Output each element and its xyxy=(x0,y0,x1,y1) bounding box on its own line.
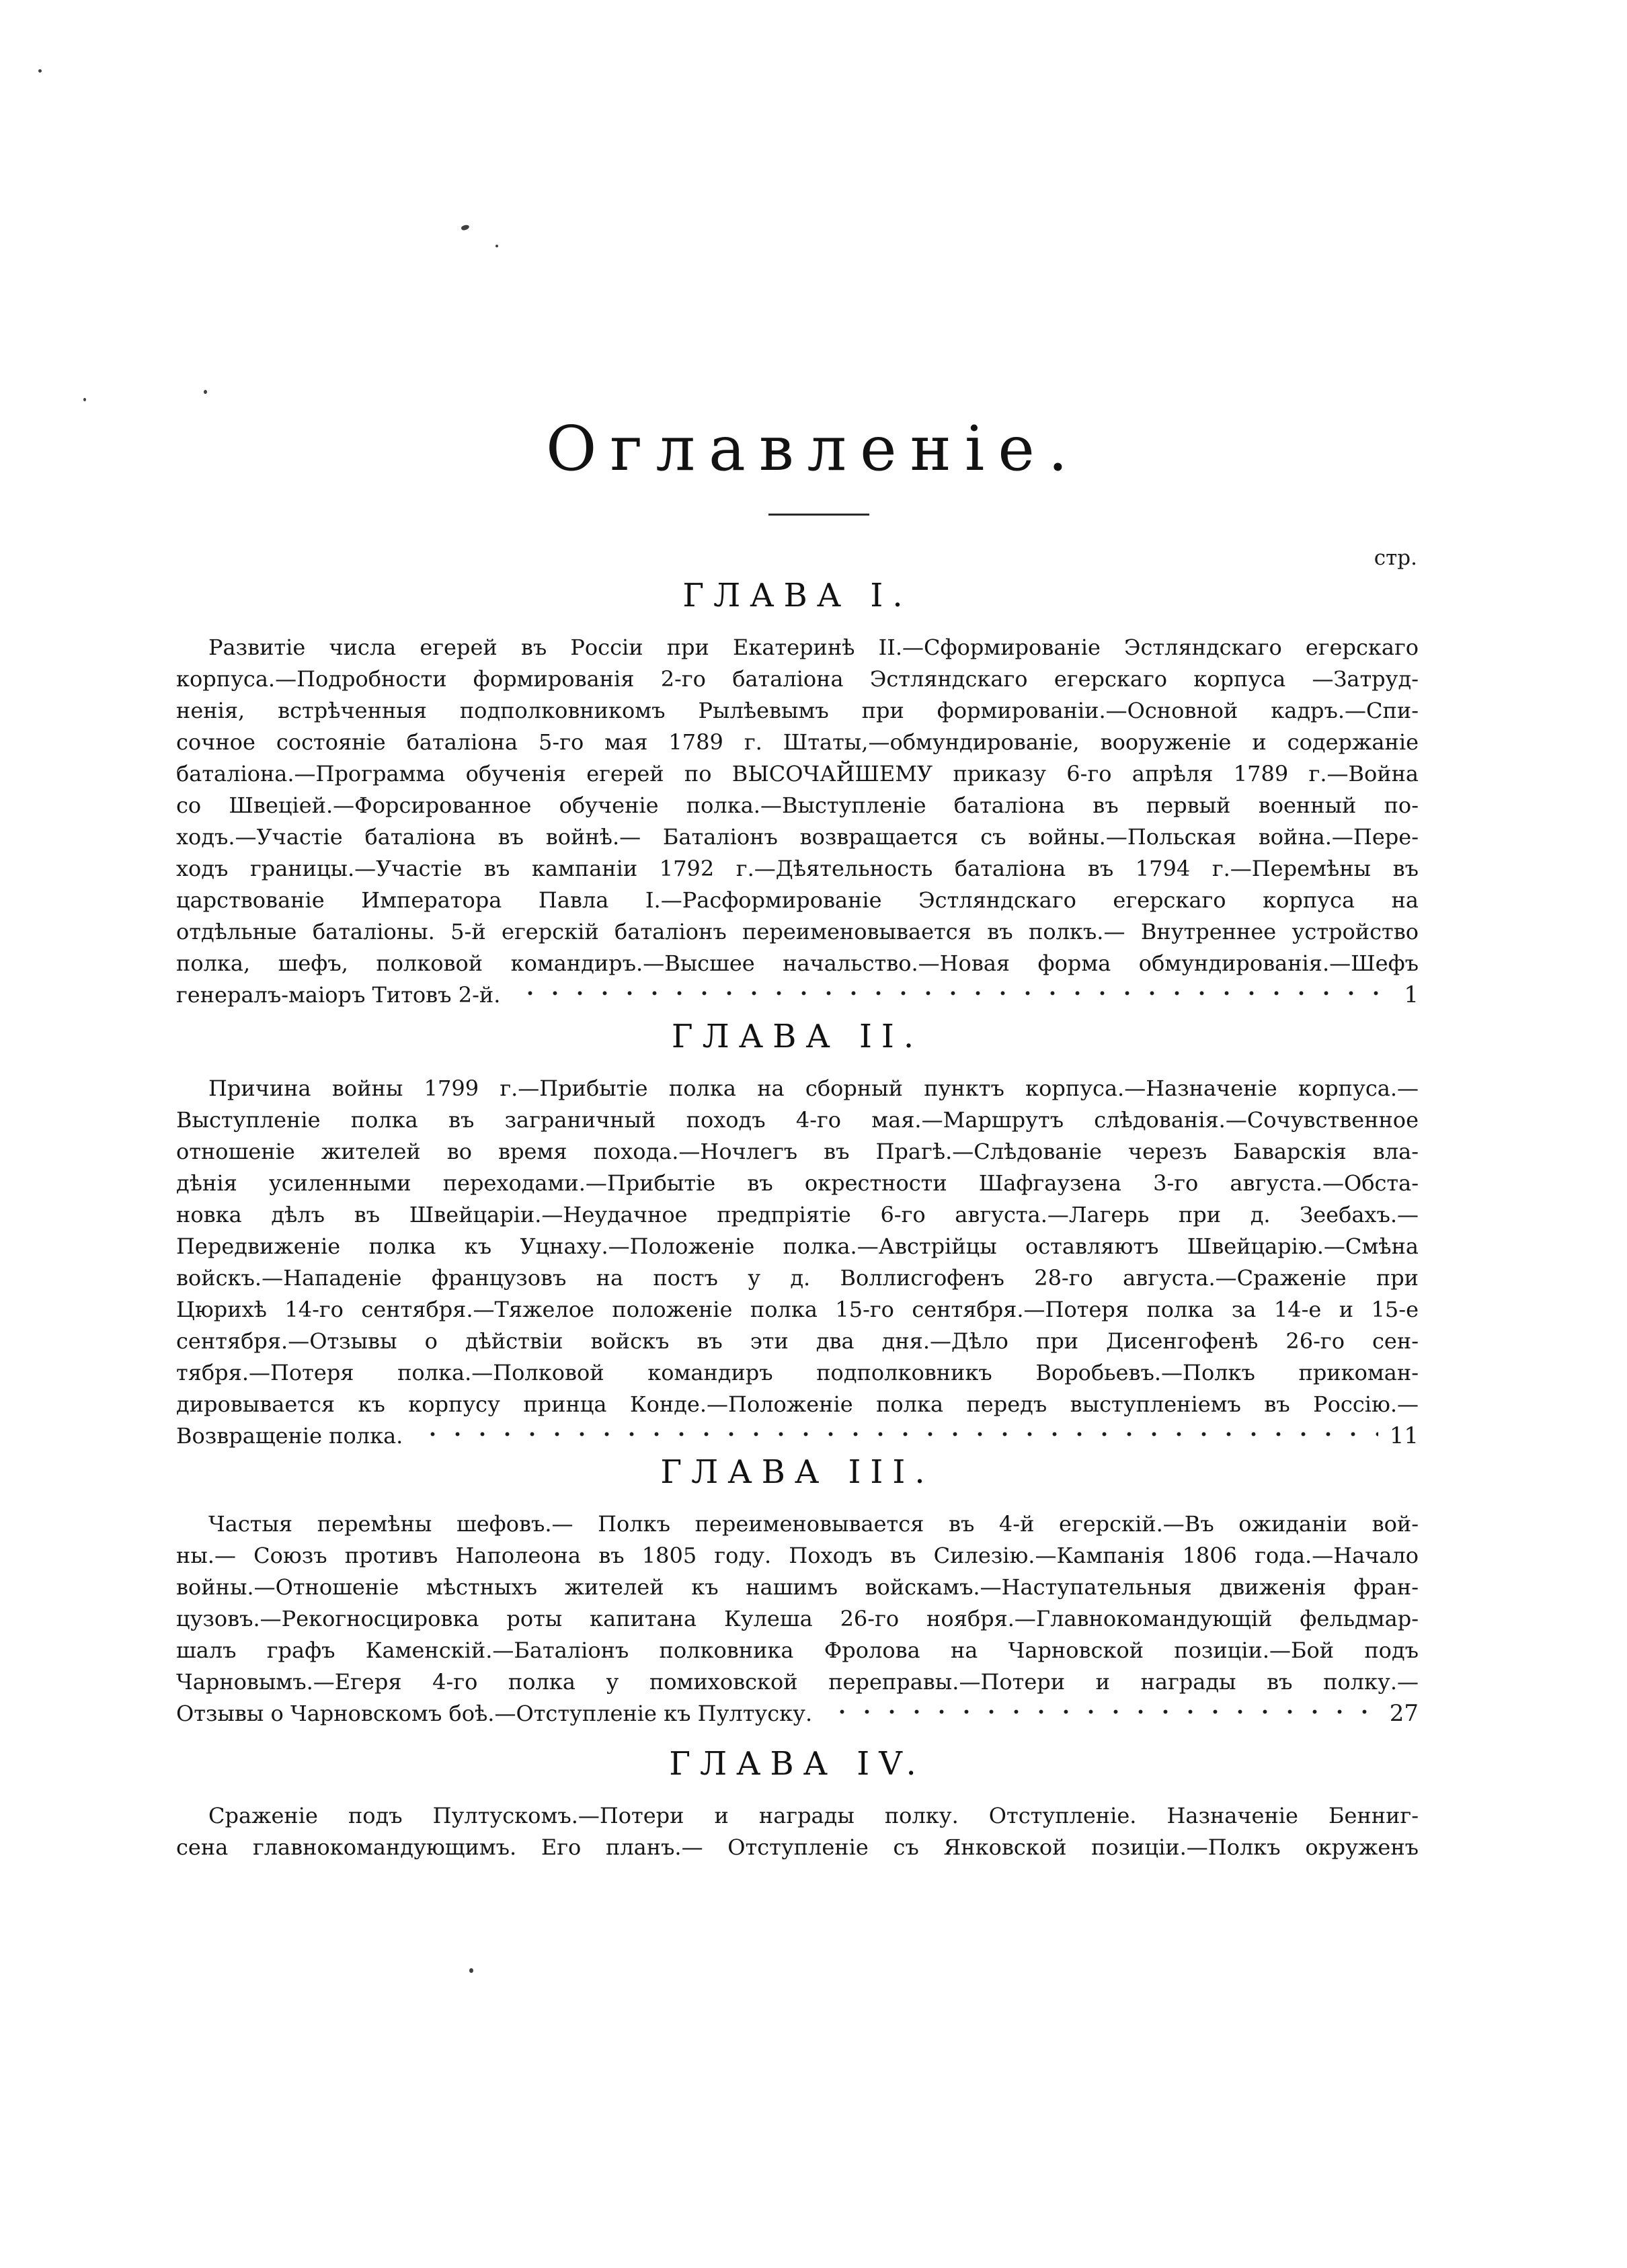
scan-speck xyxy=(83,398,86,401)
toc-line: сена главнокомандующимъ. Его планъ.— Отступленіе съ Янковской позиціи.—Полкъ окруженъ xyxy=(176,1834,1419,1860)
toc-chapter xyxy=(176,1745,1419,1863)
toc-line: дировывается къ корпусу принца Конде.—Положеніе полка передъ выступленіемъ въ Россію.— xyxy=(176,1391,1419,1417)
dot-leader xyxy=(420,1420,1378,1452)
toc-line: царствованіе Императора Павла I.—Расформированіе Эстляндскаго егерскаго корпуса на xyxy=(176,887,1419,913)
toc-line: Развитіе числа егерей въ Россіи при Екатеринѣ II.—Сформированіе Эстляндскаго егерскаго xyxy=(208,635,1419,660)
chapter-body xyxy=(176,1508,1419,1698)
toc-line: ненія, встрѣченныя подполковникомъ Рылѣевымъ при формированіи.—Основной кадръ.—Спи- xyxy=(176,698,1419,723)
toc-line: Передвиженіе полка къ Уцнаху.—Положеніе полка.—Австрійцы оставляютъ Швейцарію.—Смѣна xyxy=(176,1233,1419,1259)
toc-line: Чарновымъ.—Егеря 4-го полка у помиховской переправы.—Потери и награды въ полку.— xyxy=(176,1669,1419,1695)
scan-speck xyxy=(38,69,42,73)
chapter-last-line: Отзывы о Чарновскомъ боѣ.—Отступленіе къ Пултуску. xyxy=(176,1701,813,1726)
toc-line: отношеніе жителей во время похода.—Ночлегъ въ Прагѣ.—Слѣдованіе черезъ Баварскія вла- xyxy=(176,1139,1419,1164)
toc-line: отдѣльные баталіоны. 5-й егерскій баталіонъ переименовывается въ полкъ.— Внутреннее устройство xyxy=(176,919,1419,944)
scan-speck xyxy=(469,1968,473,1973)
page-title: Оглавленіе. xyxy=(545,412,1082,485)
chapter-heading: ГЛАВА III. xyxy=(660,1453,935,1491)
toc-line: тября.—Потеря полка.—Полковой командиръ подполковникъ Воробьевъ.—Полкъ прикоман- xyxy=(176,1360,1419,1385)
dot-leader xyxy=(518,979,1378,1011)
chapter-page-number: 1 xyxy=(1404,981,1419,1008)
chapter-last-row xyxy=(176,1420,1419,1452)
toc-line: Причина войны 1799 г.—Прибытіе полка на сборный пунктъ корпуса.—Назначеніе корпуса.— xyxy=(208,1076,1419,1101)
chapter-heading: ГЛАВА I. xyxy=(682,577,912,614)
toc-chapter xyxy=(176,1018,1419,1452)
toc-line: сочное состояніе баталіона 5-го мая 1789 г. Штаты,—обмундированіе, вооруженіе и содержаніе xyxy=(176,729,1419,755)
toc-line: войскъ.—Нападеніе французовъ на постъ у д. Воллисгофенъ 28-го августа.—Сраженіе при xyxy=(176,1265,1419,1291)
scan-speck xyxy=(495,245,498,247)
chapter-page-number: 11 xyxy=(1389,1422,1419,1449)
toc-line: корпуса.—Подробности формированія 2-го баталіона Эстляндскаго егерскаго корпуса —Затруд- xyxy=(176,666,1419,692)
toc-line: шалъ графъ Каменскій.—Баталіонъ полковника Фролова на Чарновской позиціи.—Бой подъ xyxy=(176,1637,1419,1663)
chapter-heading: ГЛАВА IV. xyxy=(669,1745,926,1783)
chapter-last-line: генералъ-маіоръ Титовъ 2-й. xyxy=(176,982,501,1008)
chapter-body xyxy=(176,1073,1419,1420)
toc-line: Выступленіе полка въ заграничный походъ 4-го мая.—Маршрутъ слѣдованія.—Сочувственное xyxy=(176,1107,1419,1133)
chapter-page-number: 27 xyxy=(1389,1700,1419,1727)
page-column-label: стр. xyxy=(1374,546,1417,570)
toc-line: цузовъ.—Рекогносцировка роты капитана Кулеша 26-го ноября.—Главнокомандующій фельдмар- xyxy=(176,1606,1419,1631)
scan-speck xyxy=(204,390,207,394)
toc-line: ходъ границы.—Участіе въ кампаніи 1792 г.—Дѣятельность баталіона въ 1794 г.—Перемѣны въ xyxy=(176,856,1419,881)
toc-line: ны.— Союзъ противъ Наполеона въ 1805 году. Походъ въ Силезію.—Кампанія 1806 года.—Начало xyxy=(176,1543,1419,1568)
toc-line: новка дѣлъ въ Швейцаріи.—Неудачное предпріятіе 6-го августа.—Лагерь при д. Зеебахъ.— xyxy=(176,1202,1419,1227)
chapter-last-row xyxy=(176,979,1419,1011)
toc-line: ходъ.—Участіе баталіона въ войнѣ.— Баталіонъ возвращается съ войны.—Польская война.—Пере- xyxy=(176,824,1419,850)
chapter-last-line: Возвращеніе полка. xyxy=(176,1423,403,1449)
chapter-heading: ГЛАВА II. xyxy=(671,1018,924,1055)
toc-line: войны.—Отношеніе мѣстныхъ жителей къ нашимъ войскамъ.—Наступательныя движенія фран- xyxy=(176,1574,1419,1600)
toc-line: дѣнія усиленными переходами.—Прибытіе въ окрестности Шафгаузена 3-го августа.—Обста- xyxy=(176,1170,1419,1196)
chapter-body xyxy=(176,1800,1419,1863)
toc-line: Цюрихѣ 14-го сентября.—Тяжелое положеніе полка 15-го сентября.—Потеря полка за 14-е и 15-е xyxy=(176,1297,1419,1322)
dot-leader xyxy=(830,1698,1378,1730)
toc-line: со Швеціей.—Форсированное обученіе полка.—Выступленіе баталіона въ первый военный по- xyxy=(176,793,1419,818)
toc-line: баталіона.—Программа обученія егерей по ВЫСОЧАЙШЕМУ приказу 6-го апрѣля 1789 г.—Война xyxy=(176,761,1419,786)
chapter-last-row xyxy=(176,1698,1419,1730)
toc-line: полка, шефъ, полковой командиръ.—Высшее начальство.—Новая форма обмундированія.—Шефъ xyxy=(176,950,1419,976)
toc-line: Частыя перемѣны шефовъ.— Полкъ переименовывается въ 4-й егерскій.—Въ ожиданіи вой- xyxy=(208,1511,1419,1537)
toc-chapter xyxy=(176,577,1419,1011)
toc-line: Сраженіе подъ Пултускомъ.—Потери и награды полку. Отступленіе. Назначеніе Бенниг- xyxy=(208,1803,1419,1828)
toc-chapter xyxy=(176,1453,1419,1730)
chapter-body xyxy=(176,632,1419,979)
toc-line: сентября.—Отзывы о дѣйствіи войскъ въ эти два дня.—Дѣло при Дисенгофенѣ 26-го сен- xyxy=(176,1328,1419,1354)
